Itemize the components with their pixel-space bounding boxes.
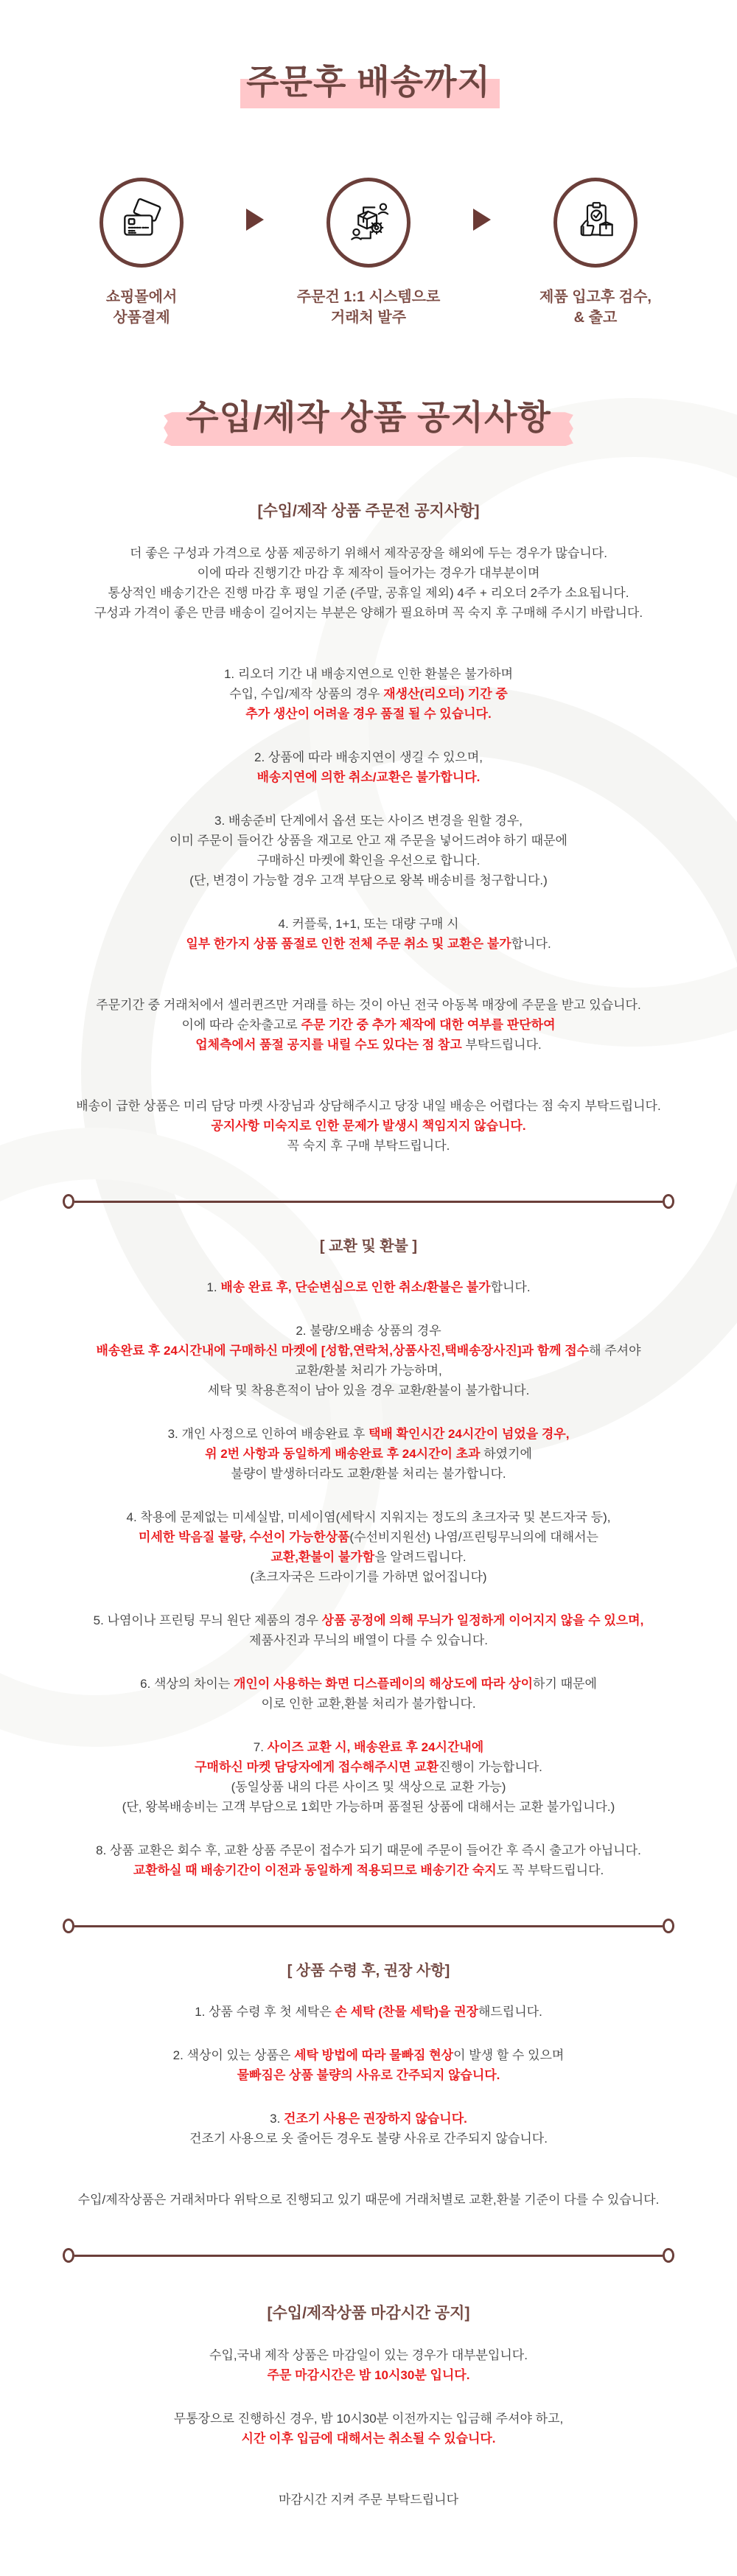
text-line [0,2109,737,2129]
text-segment: 손 세탁 (찬물 세탁)을 권장 [335,2005,478,2020]
text-segment: 배송이 급한 상품은 미리 담당 마켓 사장님과 상담해주시고 당장 내일 배송은 어렵다는 점 숙지 부탁드립니다. [76,1099,661,1114]
divider-line [74,1925,663,1927]
deadline-paragraph-1 [0,2345,737,2385]
text-segment: 미세한 박음질 불량, 수선이 가능한상품 [139,1530,350,1545]
text-segment: 5. 나염이나 프린팅 무늬 원단 제품의 경우 [93,1613,322,1628]
text-segment: 해드립니다. [478,2005,542,2020]
text-segment: 수입, 수입/제작 상품의 경우 [229,687,384,702]
step-label-line1: 주문건 1:1 시스템으로 [296,288,441,305]
text-segment: 구매하신 마켓에 확인을 우선으로 합니다. [256,854,481,868]
text-segment: 업체측에서 품절 공지를 내릴 수도 있다는 점 참고 [195,1038,462,1053]
text-segment: 건조기 사용으로 옷 줄어든 경우도 불량 사유로 간주되지 않습니다. [189,2132,548,2146]
step-label-line2: 거래처 발주 [330,309,407,326]
step-label-line2: & 출고 [573,309,618,326]
step-circle [553,178,638,268]
text-segment: 해 주셔야 [589,1344,641,1358]
text-segment: 이 발생 할 수 있으며 [453,2048,565,2063]
text-line [0,1630,737,1650]
text-segment: 1. 상품 수령 후 첫 세탁은 [195,2005,335,2020]
text-segment: 추가 생산이 어려울 경우 품절 될 수 있습니다. [245,707,492,722]
text-line [0,563,737,583]
inspection-shipping-icon [571,198,620,247]
notice-paragraph [0,543,737,623]
text-line [0,1527,737,1547]
notice-item-3 [0,811,737,890]
text-segment: 물빠짐은 상품 불량의 사유로 간주되지 않습니다. [237,2068,500,2083]
text-segment: 주문 마감시간은 밤 10시30분 입니다. [267,2368,470,2383]
text-line [0,1507,737,1527]
text-segment: 진행이 가능합니다. [439,1760,542,1775]
text-segment: 세탁 및 착용흔적이 남아 있을 경우 교환/환불이 불가합니다. [207,1383,530,1398]
text-segment: 교환/환불 처리가 가능하며, [295,1364,442,1378]
text-segment: 이로 인한 교환,환불 처리가 불가합니다. [261,1697,476,1711]
text-line [0,603,737,623]
step-label-line1: 쇼핑몰에서 [105,288,178,305]
step-arrow-icon [246,209,264,231]
text-segment: 2. 상품에 따라 배송지연이 생길 수 있으며, [254,750,483,765]
process-title-text: 주문후 배송까지 [246,63,491,101]
exchange-section [0,1234,737,1880]
text-line [0,1777,737,1797]
text-line [0,811,737,831]
divider-ring-icon [63,1919,74,1933]
text-line [0,2002,737,2022]
text-segment: 3. 개인 사정으로 인하여 배송완료 후 [167,1427,368,1442]
exchange-item-2 [0,1321,737,1400]
consignment-note [0,2190,737,2210]
notice-title-text: 수입/제작 상품 공지사항 [186,397,551,436]
section-divider [63,1919,674,1933]
divider-line [74,1201,663,1203]
text-line [0,1015,737,1035]
step-label-line2: 상품결제 [113,309,170,326]
text-line [0,2045,737,2065]
step-arrow-icon [473,209,491,231]
text-segment: 주문기간 중 거래처에서 셀러퀸즈만 거래를 하는 것이 아닌 전국 아동복 매장에 주문을 받고 있습니다. [96,998,641,1013]
notice-title [186,399,551,436]
text-line [0,1116,737,1136]
text-segment: 하기 때문에 [533,1677,597,1692]
text-line [0,934,737,954]
text-line [0,1797,737,1817]
text-line [0,1381,737,1400]
text-segment: 재생산(리오더) 기간 중 [383,687,508,702]
divider-ring-icon [663,1194,674,1209]
text-line [0,914,737,934]
text-line [0,1757,737,1777]
text-line [0,767,737,787]
text-segment: 시간 이후 입금에 대해서는 취소될 수 있습니다. [241,2432,496,2446]
text-line [0,2345,737,2365]
exchange-item-6 [0,1674,737,1714]
text-segment: 도 꼭 부탁드립니다. [496,1863,604,1878]
text-line [0,1737,737,1757]
text-segment: 7. [253,1740,268,1755]
section-header: [수입/제작 상품 주문전 공지사항] [257,503,480,520]
deadline-paragraph-2 [0,2409,737,2448]
text-segment: 위 2번 사항과 동일하게 배송완료 후 24시간이 초과 [205,1447,481,1462]
deadline-paragraph-3 [0,2490,737,2510]
text-segment: (단, 변경이 가능할 경우 고객 부담으로 왕복 배송비를 청구합니다.) [189,873,548,888]
text-segment: (단, 왕복배송비는 고객 부담으로 1회만 가능하며 품절된 상품에 대해서는 교환 불가입니다.) [122,1800,615,1815]
deadline-section [0,2301,737,2510]
text-line [0,684,737,704]
text-line [0,1361,737,1381]
text-line [0,747,737,767]
text-line [0,2365,737,2385]
text-line [0,1424,737,1444]
text-segment: 배송완료 후 24시간내에 구매하신 마켓에 [성함,연락처,상품사진,택배송장사진]과 함께 접수 [96,1344,590,1358]
text-line [0,870,737,890]
text-line [0,1341,737,1361]
text-segment: 공지사항 미숙지로 인한 문제가 발생시 책임지지 않습니다. [211,1119,526,1134]
section-header: [ 상품 수령 후, 권장 사항] [287,1963,450,1980]
text-segment: 3. [270,2112,284,2126]
text-segment: 개인이 사용하는 화면 디스플레이의 해상도에 따라 상이 [234,1677,534,1692]
text-segment: 하였기에 [480,1447,532,1462]
text-segment: 제품사진과 무늬의 배열이 다를 수 있습니다. [249,1633,488,1648]
text-segment: 일부 한가지 상품 품절로 인한 전체 주문 취소 및 교환은 불가 [186,937,511,952]
text-segment: 수입/제작상품은 거래처마다 위탁으로 진행되고 있기 때문에 거래처별로 교환,환불 기준이 다를 수 있습니다. [77,2193,660,2207]
exchange-item-3 [0,1424,737,1484]
text-segment: 통상적인 배송기간은 진행 마감 후 평일 기준 (주말, 공휴일 제외) 4주 + 리오더 2주가 소요됩니다. [108,586,629,601]
text-segment: 배송 완료 후, 단순변심으로 인한 취소/환불은 불가 [220,1280,491,1295]
text-line [0,1136,737,1156]
text-segment: 8. 상품 교환은 회수 후, 교환 상품 주문이 접수가 되기 때문에 주문이 들어간 후 즉시 출고가 아닙니다. [96,1843,641,1858]
text-line [0,543,737,563]
text-segment: 4. 착용에 문제없는 미세실밥, 미세이염(세탁시 지워지는 정도의 초크자국 및 본드자국 등), [126,1510,611,1525]
section-header: [ 교환 및 환불 ] [319,1238,418,1255]
bottom-spacer [0,2510,737,2576]
text-line [0,2129,737,2149]
text-line [0,851,737,870]
text-segment: 구매하신 마켓 담당자에게 접수해주시면 교환 [195,1760,439,1775]
text-segment: 1. [206,1280,221,1295]
text-segment: 합니다. [511,937,551,952]
text-segment: 을 알려드립니다. [374,1550,467,1565]
process-step-order [289,178,448,328]
text-line [0,1840,737,1860]
text-segment: 택배 확인시간 24시간이 넘었을 경우, [368,1427,570,1442]
text-line [0,831,737,851]
text-segment: 2. 색상이 있는 상품은 [172,2048,295,2063]
text-line [0,1694,737,1714]
urgent-note [0,1096,737,1156]
text-segment: 합니다. [490,1280,531,1295]
text-line [0,1567,737,1587]
process-step-payment [62,178,221,328]
credit-card-icon [117,198,166,247]
text-segment: 3. 배송준비 단계에서 옵션 또는 사이즈 변경을 원할 경우, [214,814,523,828]
exchange-item-5 [0,1610,737,1650]
step-label-line1: 제품 입고후 검수, [539,288,652,305]
text-segment: 교환,환불이 불가함 [270,1550,375,1565]
process-title [246,63,491,101]
text-line [0,1674,737,1694]
divider-ring-icon [63,1194,74,1209]
care-item-3 [0,2109,737,2149]
text-line [0,995,737,1015]
notice-item-1 [0,664,737,724]
text-segment: 상품 공정에 의해 무늬가 일정하게 이어지지 않을 수 있으며, [321,1613,644,1628]
notice-item-4 [0,914,737,954]
text-line [0,1035,737,1055]
text-segment: 6. 색상의 차이는 [140,1677,234,1692]
text-segment: 마감시간 지켜 주문 부탁드립니다 [278,2493,459,2507]
text-segment: 이미 주문이 들어간 상품을 재고로 안고 재 주문을 넣어드려야 하기 때문에 [170,834,567,848]
text-line [0,1096,737,1116]
text-segment: 4. 커플룩, 1+1, 또는 대량 구매 시 [278,917,459,932]
process-section-title-wrap [0,0,737,101]
text-segment: 부탁드립니다. [461,1038,542,1053]
text-line [0,2409,737,2429]
text-segment: 불량이 발생하더라도 교환/환불 처리는 불가합니다. [231,1467,506,1481]
step-circle [99,178,184,268]
divider-ring-icon [663,1919,674,1933]
text-segment: 주문 기간 중 추가 제작에 대한 여부를 판단하여 [301,1018,556,1033]
text-segment: 더 좋은 구성과 가격으로 상품 제공하기 위해서 제작공장을 해외에 두는 경우가 많습니다. [130,546,607,561]
care-section [0,1958,737,2210]
text-line [0,1610,737,1630]
text-segment: 꼭 숙지 후 구매 부탁드립니다. [287,1139,450,1153]
divider-ring-icon [63,2248,74,2263]
notice-item-2 [0,747,737,787]
care-item-1 [0,2002,737,2022]
text-segment: (초크자국은 드라이기를 가하면 없어집니다) [250,1570,487,1585]
text-segment: 이에 따라 순차출고로 [181,1018,301,1033]
divider-line [74,2255,663,2257]
text-segment: (동일상품 내의 다른 사이즈 및 색상으로 교환 가능) [231,1780,506,1795]
text-line [0,1547,737,1567]
text-line [0,664,737,684]
text-segment: 건조기 사용은 권장하지 않습니다. [284,2112,467,2126]
text-line [0,2429,737,2448]
text-line [0,2190,737,2210]
divider-ring-icon [663,2248,674,2263]
text-segment: 이에 따라 진행기간 마감 후 제작이 들어가는 경우가 대부분이며 [197,566,540,581]
text-line [0,2065,737,2085]
text-segment: 세탁 방법에 따라 물빠짐 현상 [294,2048,454,2063]
step-circle [326,178,411,268]
order-system-icon [344,198,393,247]
exchange-item-7 [0,1737,737,1817]
process-step-inspection [516,178,675,328]
notice-title-wrap [0,399,737,436]
text-segment: 2. 불량/오배송 상품의 경우 [296,1324,441,1338]
text-line [0,2490,737,2510]
text-line [0,1464,737,1484]
text-segment: 무통장으로 진행하신 경우, 밤 10시30분 이전까지는 입금해 주셔야 하고, [173,2412,564,2426]
text-segment: 수입,국내 제작 상품은 마감일이 있는 경우가 대부분입니다. [209,2348,528,2363]
preorder-notice-section [0,499,737,1156]
text-segment: (수선비지원선) 나염/프린팅무늬의에 대해서는 [349,1530,598,1545]
text-line [0,704,737,724]
section-header: [수입/제작상품 마감시간 공지] [267,2305,470,2322]
text-segment: 구성과 가격이 좋은 만큼 배송이 길어지는 부분은 양해가 필요하며 꼭 숙지 후 구매해 주시기 바랍니다. [94,606,643,621]
text-line [0,1444,737,1464]
exchange-item-8 [0,1840,737,1880]
text-segment: 1. 리오더 기간 내 배송지연으로 인한 환불은 불가하며 [223,667,514,682]
care-item-2 [0,2045,737,2085]
exchange-item-1 [0,1277,737,1297]
text-line [0,1277,737,1297]
text-line [0,583,737,603]
text-segment: 교환하실 때 배송기간이 이전과 동일하게 적용되므로 배송기간 숙지 [133,1863,497,1878]
section-divider [63,1194,674,1209]
supply-note [0,995,737,1055]
section-divider [63,2248,674,2263]
text-line [0,1321,737,1341]
text-line [0,1860,737,1880]
text-segment: 배송지연에 의한 취소/교환은 불가합니다. [256,770,481,785]
text-segment: 사이즈 교환 시, 배송완료 후 24시간내에 [267,1740,484,1755]
exchange-item-4 [0,1507,737,1587]
process-steps [0,178,737,328]
